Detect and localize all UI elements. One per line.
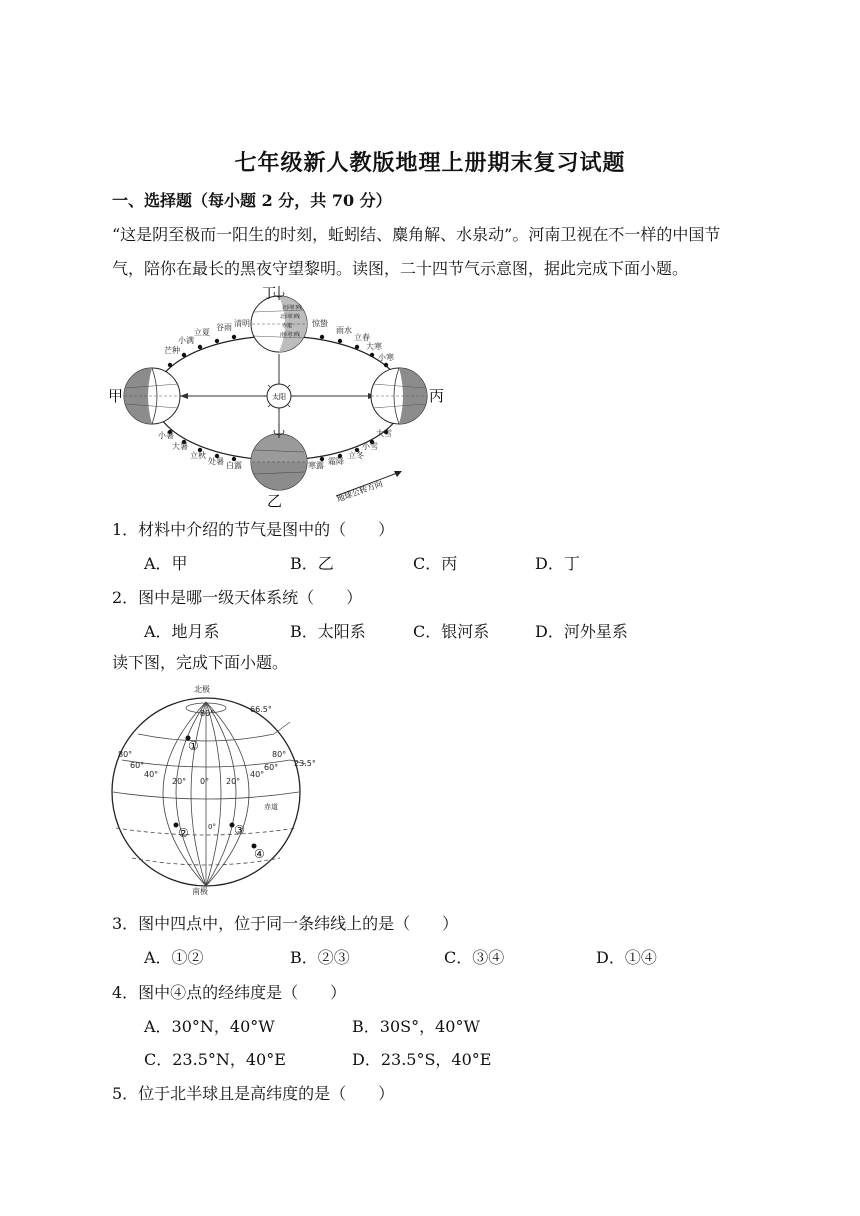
term-label: 霜降 — [328, 457, 344, 466]
globe-jia — [124, 368, 180, 424]
term-label: 白露 — [226, 461, 242, 470]
term-label: 谷雨 — [216, 323, 232, 332]
term-label: 小寒 — [378, 353, 394, 362]
q4-option-a: A．30°N，40°W — [144, 1017, 275, 1036]
lon-label: 40° — [144, 770, 159, 779]
question-2: 2．图中是哪一级天体系统（ ） — [112, 588, 363, 607]
point-3-label: ③ — [234, 823, 245, 837]
q2-option-a: A．地月系 — [144, 622, 220, 641]
page-title: 七年级新人教版地理上册期末复习试题 — [234, 150, 626, 176]
term-label: 立冬 — [348, 451, 364, 460]
term-label: 小雪 — [362, 442, 378, 451]
lon-label: 60° — [264, 763, 279, 772]
term-label: 大暑 — [172, 442, 188, 451]
lon-label: 20° — [172, 777, 187, 786]
lon-label: 0° — [200, 777, 210, 786]
term-label: 大雪 — [376, 429, 392, 438]
q1-option-b: B．乙 — [290, 554, 334, 573]
lon-label: 60° — [130, 761, 145, 770]
q1-option-a: A．甲 — [144, 554, 188, 573]
point-1-label: ① — [188, 739, 199, 753]
term-label: 惊蛰 — [312, 319, 328, 328]
lat-80-label: 80° — [200, 709, 215, 718]
equator-label: 赤道 — [264, 803, 278, 811]
label-jia: 甲 — [108, 387, 124, 405]
term-label: 芒种 — [164, 346, 180, 355]
term-label: 大寒 — [366, 342, 382, 351]
section-heading: 一、选择题（每小题 2 分，共 70 分） — [112, 191, 392, 210]
q2-option-b: B．太阳系 — [290, 622, 366, 641]
arrow-label: 地球公转方向 — [335, 479, 384, 504]
q2-option-d: D．河外星系 — [535, 622, 628, 641]
q4-option-b: B．30S°，40°W — [352, 1017, 480, 1036]
lat-66-label: 66.5° — [250, 705, 272, 714]
q3-option-d: D．①④ — [596, 948, 657, 967]
ding-globe-label-3: 赤道 — [282, 323, 293, 329]
lon-label: 80° — [272, 750, 287, 759]
term-label: 小满 — [178, 336, 194, 345]
ding-globe-label-4: 南回归线 — [280, 332, 301, 338]
q3-option-b: B．②③ — [290, 948, 350, 967]
intro-paragraph-1: “这是阴至极而一阳生的时刻，蚯蚓结、麋角解、水泉动”。河南卫视在不一样的中国节气，陪你在最长的黑夜守望黎明。读图，二十四节气示意图，据此完成下面小题。 — [112, 225, 721, 278]
solar-terms-diagram — [104, 284, 454, 510]
q1-option-d: D．丁 — [535, 554, 580, 573]
q1-option-c: C．丙 — [413, 554, 458, 573]
q4-option-c: C．23.5°N，40°E — [144, 1050, 286, 1069]
label-ding: 丁 — [262, 286, 276, 302]
sun-label: 太阳 — [272, 393, 286, 401]
term-label: 立夏 — [194, 328, 210, 337]
term-label: 寒露 — [308, 461, 324, 470]
question-3: 3．图中四点中，位于同一条纬线上的是（ ） — [112, 914, 459, 933]
intro-paragraph-2: 读下图，完成下面小题。 — [112, 653, 289, 672]
q4-option-d: D．23.5°S，40°E — [352, 1050, 492, 1069]
lon-label: 40° — [250, 770, 265, 779]
point-2-label: ② — [178, 826, 189, 840]
label-bing: 丙 — [429, 387, 445, 405]
question-1: 1．材料中介绍的节气是图中的（ ） — [112, 520, 395, 539]
q3-option-c: C．③④ — [444, 948, 505, 967]
ding-globe-label-2: 北回归线 — [280, 314, 301, 320]
zero-label: 0° — [208, 823, 216, 831]
q3-option-a: A．①② — [144, 948, 204, 967]
term-label: 小暑 — [158, 431, 174, 440]
lat-23-label: 23.5° — [294, 759, 316, 768]
south-pole-label: 南极 — [192, 887, 208, 896]
north-pole-label: 北极 — [194, 685, 210, 694]
q2-option-c: C．银河系 — [413, 622, 490, 641]
term-label: 雨水 — [336, 326, 352, 335]
graticule-globe-diagram — [104, 682, 324, 898]
globe-bing — [371, 368, 427, 424]
lon-label: 80° — [118, 750, 133, 759]
term-label: 处暑 — [208, 457, 224, 466]
term-label: 清明 — [234, 319, 250, 328]
label-yi: 乙 — [267, 492, 283, 510]
ding-globe-label-1: 北回归线 — [282, 305, 303, 311]
globe-yi — [251, 424, 307, 490]
lon-label: 20° — [226, 777, 241, 786]
question-4: 4．图中④点的经纬度是（ ） — [112, 983, 347, 1002]
term-label: 立秋 — [190, 451, 206, 460]
question-5: 5．位于北半球且是高纬度的是（ ） — [112, 1084, 395, 1103]
term-label: 立春 — [354, 333, 370, 342]
point-4-label: ④ — [254, 847, 265, 861]
